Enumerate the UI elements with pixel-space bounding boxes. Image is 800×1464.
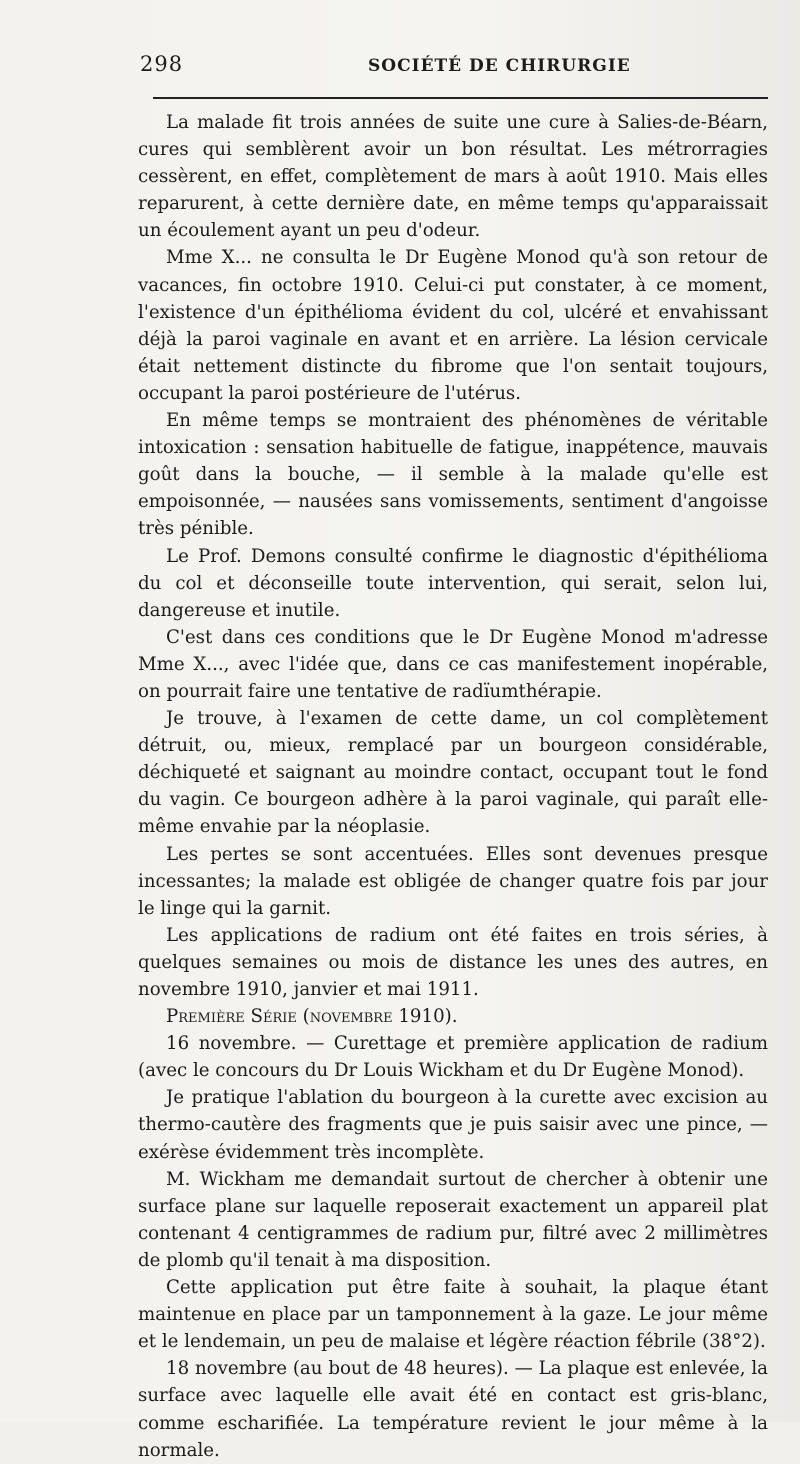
- paragraph: En même temps se montraient des phénomènes de véritable intoxication : sensation habituelle de fatigue, inappétence, mauvais goût dans la bouche, — il semble à la malade qu'elle est empoisonnée, — nausées sans vomissements, sentiment d'angoisse très pénible.: [138, 410, 768, 540]
- paragraph: Mme X... ne consulta le Dr Eugène Monod qu'à son retour de vacances, fin octobre 1910. Celui-ci put constater, à ce moment, l'existence d'un épithélioma évident du col, ulcéré et envahissant déjà la paroi vaginale en avant et en arrière. La lésion cervicale était nettement distincte du fibrome que l'on sentait toujours, occupant la paroi postérieure de l'utérus.: [138, 247, 768, 404]
- paragraph: Cette application put être faite à souhait, la plaque étant maintenue en place par un tamponnement à la gaze. Le jour même et le lendemain, un peu de malaise et légère réaction fébrile (38°2).: [138, 1277, 768, 1353]
- page-header: [140, 52, 770, 84]
- paragraph: Je trouve, à l'examen de cette dame, un col complètement détruit, ou, mieux, remplacé par un bourgeon considérable, déchiqueté et saignant au moindre contact, occupant tout le fond du vagin. Ce bourgeon adhère à la paroi vaginale, qui paraît elle-même envahie par la néoplasie.: [138, 708, 768, 838]
- paragraph: C'est dans ces conditions que le Dr Eugène Monod m'adresse Mme X..., avec l'idée que, dans ce cas manifestement inopérable, on pourrait faire une tentative de radïumthérapie.: [138, 626, 768, 702]
- section-heading: Première Série (novembre 1910).: [166, 1006, 458, 1028]
- paragraph: Je pratique l'ablation du bourgeon à la curette avec excision au thermo-cautère des fragments que je puis saisir avec une pince, — exérèse évidemment très incomplète.: [138, 1087, 768, 1163]
- paragraph: La malade fit trois années de suite une cure à Salies-de-Béarn, cures qui semblèrent avoir un bon résultat. Les métrorragies cessèrent, en effet, complètement de mars à août 1910. Mais elles reparurent, à cette dernière date, en même temps qu'apparaissait un écoulement ayant un peu d'odeur.: [138, 112, 768, 242]
- paragraph: M. Wickham me demandait surtout de chercher à obtenir une surface plane sur laquelle reposerait exactement un appareil plat contenant 4 centigrammes de radium pur, filtré avec 2 millimètres de plomb qu'il tenait à ma disposition.: [138, 1168, 768, 1271]
- paragraph: Le Prof. Demons consulté confirme le diagnostic d'épithélioma du col et déconseille toute intervention, qui serait, selon lui, dangereuse et inutile.: [138, 545, 768, 621]
- page-number: 298: [140, 52, 184, 76]
- paragraph: Les pertes se sont accentuées. Elles sont devenues presque incessantes; la malade est obligée de changer quatre fois par jour le linge qui la garnit.: [138, 843, 768, 919]
- body-text: [138, 109, 768, 1464]
- header-rule: [153, 97, 768, 99]
- paragraph: 18 novembre (au bout de 48 heures). — La plaque est enlevée, la surface avec laquelle elle avait été en contact est gris-blanc, comme escharifiée. La température revient le jour même à la normale.: [138, 1358, 768, 1461]
- running-head: SOCIÉTÉ DE CHIRURGIE: [368, 56, 631, 76]
- paragraph: 16 novembre. — Curettage et première application de radium (avec le concours du Dr Louis Wickham et du Dr Eugène Monod).: [138, 1033, 768, 1082]
- paragraph: Les applications de radium ont été faites en trois séries, à quelques semaines ou mois de distance les unes des autres, en novembre 1910, janvier et mai 1911.: [138, 924, 768, 1000]
